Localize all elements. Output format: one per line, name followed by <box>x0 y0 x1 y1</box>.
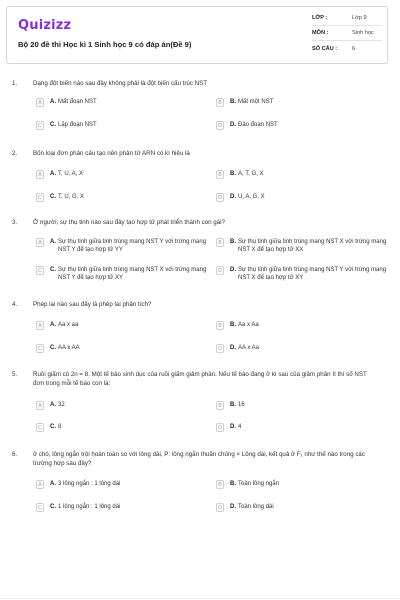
option-box[interactable]: B <box>216 401 224 410</box>
option-text: Mất đoạn NST <box>58 99 97 105</box>
question-text: Phép lai nào sau đây là phép lai phân tích? <box>33 301 152 308</box>
option-letter: B. <box>230 481 236 487</box>
question-number: 3. <box>12 219 18 226</box>
option-box[interactable]: B <box>216 480 224 489</box>
option-text: 3 lông ngắn : 1 lông dài <box>58 481 121 487</box>
question-number: 1. <box>12 80 18 87</box>
option-box[interactable]: C <box>36 344 44 353</box>
option-text: 4 <box>238 424 242 430</box>
page-bottom-divider <box>0 598 400 599</box>
option-letter: C. <box>50 194 56 200</box>
option-letter: B. <box>230 239 236 245</box>
option-box[interactable]: B <box>216 321 224 330</box>
option-letter: D. <box>230 267 236 273</box>
option-letter: C. <box>50 345 56 351</box>
option-letter: C. <box>50 424 56 430</box>
option-box[interactable]: C <box>36 121 44 130</box>
meta-subject-label: MÔN : <box>312 30 329 36</box>
option-text: 32 <box>58 402 65 408</box>
option-letter: A. <box>50 239 56 245</box>
option-box[interactable]: D <box>216 121 224 130</box>
option-text: Sự thụ tinh giữa tinh trùng mang NST X với trứng mang NST Y để tạo hợp tử XY <box>58 267 207 282</box>
option-letter: A. <box>50 322 56 328</box>
option-text: Toàn lông dài <box>238 504 274 510</box>
option-letter: C. <box>50 504 56 510</box>
option-letter: C. <box>50 267 56 273</box>
option-text: Aa x Aa <box>238 322 259 328</box>
option-text: Sự thụ tinh giữa tinh trùng mang NST X với trứng mang NST X để tạo hợp tử XX <box>238 239 387 254</box>
option-box[interactable]: B <box>216 170 224 179</box>
option-box[interactable]: C <box>36 266 44 275</box>
option-box[interactable]: A <box>36 238 44 247</box>
option-letter: A. <box>50 402 56 408</box>
option-letter: B. <box>230 171 236 177</box>
option-text: Lặp đoạn NST <box>58 122 97 128</box>
question-number: 5. <box>12 371 18 378</box>
option-box[interactable]: A <box>36 480 44 489</box>
option-box[interactable]: C <box>36 423 44 432</box>
option-box[interactable]: B <box>216 238 224 247</box>
option-letter: D. <box>230 122 236 128</box>
option-text: T, U, A, X <box>58 171 84 177</box>
question-number: 6. <box>12 451 18 458</box>
meta-count-value: 6 <box>352 46 356 52</box>
option-text: U, A, G, X <box>238 194 265 200</box>
option-letter: A. <box>50 481 56 487</box>
option-letter: D. <box>230 345 236 351</box>
question-text: ở chó, lông ngắn trội hoàn toàn so với lông dài, P: lông ngắn thuần chủng × Lông dài, kết quả ở F₁ như thế nào trong các trường hợp sau đây? <box>33 451 365 467</box>
meta-grade-value: Lớp 9 <box>352 15 367 21</box>
option-text: AA x AA <box>58 345 80 351</box>
option-text: 8 <box>58 424 62 430</box>
option-box[interactable]: A <box>36 321 44 330</box>
option-text: Đảo đoạn NST <box>238 122 278 128</box>
worksheet-header <box>6 6 388 64</box>
quizizz-logo: Quizizz <box>18 18 72 33</box>
option-box[interactable]: D <box>216 266 224 275</box>
question-number: 4. <box>12 301 18 308</box>
option-box[interactable]: A <box>36 170 44 179</box>
option-letter: D. <box>230 424 236 430</box>
option-letter: C. <box>50 122 56 128</box>
option-text: A, T, G, X <box>238 171 264 177</box>
option-box[interactable]: A <box>36 98 44 107</box>
worksheet-title: Bộ 20 đề thi Học kì 1 Sinh học 9 có đáp án(Đề 9) <box>18 40 192 49</box>
question-text: Ở người, sự thụ tinh nào sau đây tạo hợp tử phát triển thành con gái? <box>33 219 225 226</box>
option-box[interactable]: D <box>216 503 224 512</box>
option-box[interactable]: B <box>216 98 224 107</box>
meta-subject-value: Sinh học <box>352 30 374 36</box>
option-text: Mất một NST <box>238 99 274 105</box>
meta-divider <box>312 25 382 26</box>
option-box[interactable]: D <box>216 423 224 432</box>
option-text: Toàn lông ngắn <box>238 481 280 487</box>
question-text: Bốn loại đơn phân cấu tạo nên phân tử ARN có kí hiệu là <box>33 150 190 157</box>
option-text: Sự thụ tinh giữa tinh trùng mang NST Y với trứng mang NST X để tạo hợp tử XY <box>238 267 387 282</box>
question-text: Ruồi giấm có 2n = 8. Một tế bào sinh dục của ruồi giấm giảm phân. Nếu tế bào đang ở kì sau của giảm phân II thì số NST đơn trong mỗi tế bào con là: <box>33 371 367 387</box>
option-letter: B. <box>230 99 236 105</box>
option-box[interactable]: D <box>216 193 224 202</box>
option-letter: B. <box>230 322 236 328</box>
option-box[interactable]: C <box>36 503 44 512</box>
option-letter: B. <box>230 402 236 408</box>
meta-divider <box>312 40 382 41</box>
option-text: AA x Aa <box>238 345 260 351</box>
option-letter: D. <box>230 504 236 510</box>
option-box[interactable]: C <box>36 193 44 202</box>
option-letter: A. <box>50 171 56 177</box>
meta-grade-label: LỚP : <box>312 15 328 21</box>
option-text: Sự thụ tinh giữa tinh trùng mang NST Y với trứng mang NST Y để tạo hợp tử YY <box>58 239 207 254</box>
option-letter: A. <box>50 99 56 105</box>
question-number: 2. <box>12 150 18 157</box>
option-box[interactable]: D <box>216 344 224 353</box>
option-text: 16 <box>238 402 245 408</box>
option-box[interactable]: A <box>36 401 44 410</box>
option-text: T, U, G, X <box>58 194 85 200</box>
option-text: 1 lông ngắn : 1 lông dài <box>58 504 121 510</box>
meta-count-label: SỐ CÂU : <box>312 46 338 52</box>
option-text: Aa x aa <box>58 322 79 328</box>
option-letter: D. <box>230 194 236 200</box>
question-text: Dạng đột biến nào sau đây không phải là đột biến cấu trúc NST <box>33 80 208 87</box>
